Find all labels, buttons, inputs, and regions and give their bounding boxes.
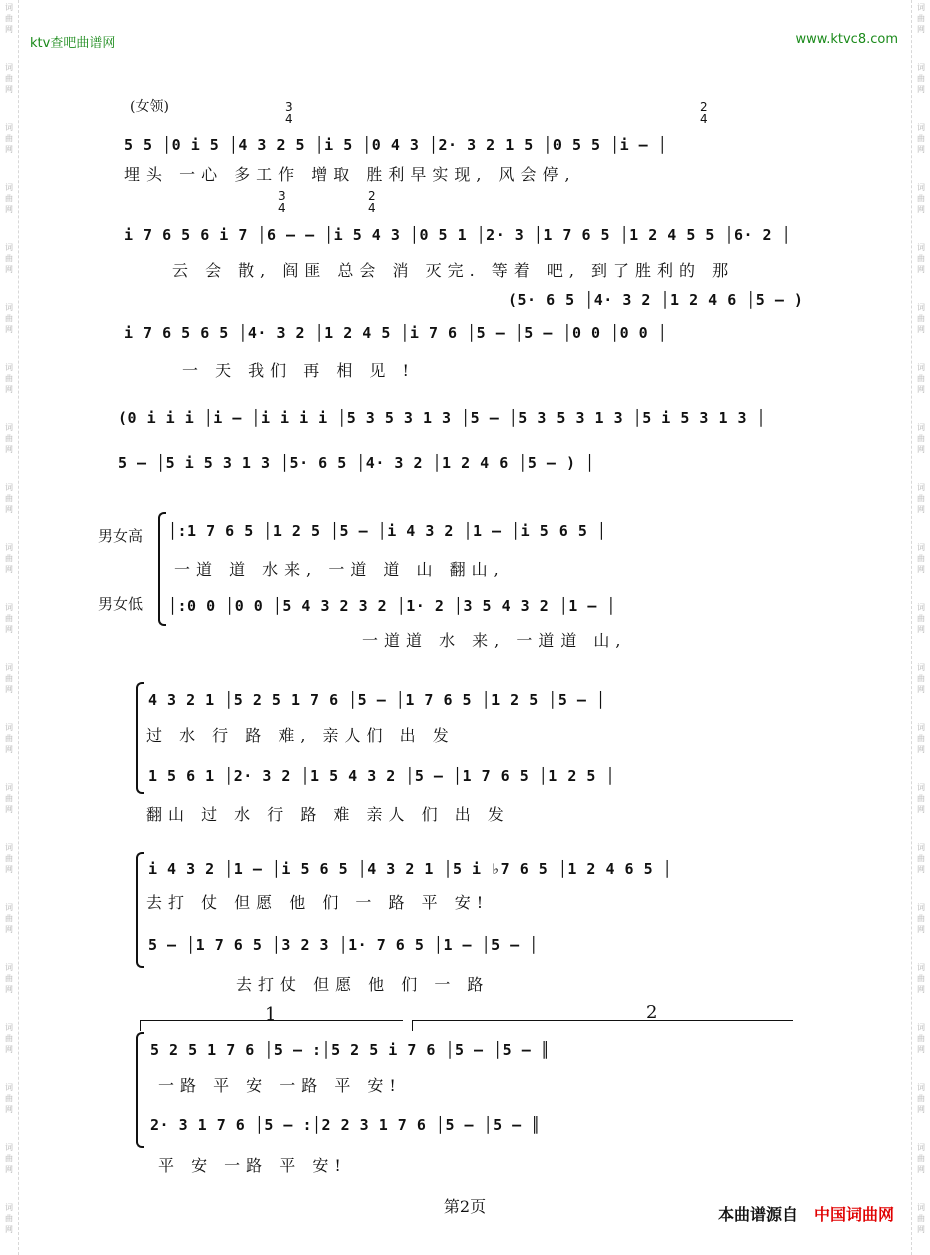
score-row-2: i 7 6 5 6 i 7 │6 – – │i 5 4 3 │0 5 1 │2· 3 │1 7 6 5 │1 2 4 5 5 │6· 2 │ (124, 226, 792, 244)
system-3-low-notes: 5 – │1 7 6 5 │3 2 3 │1· 7 6 5 │1 – │5 – │ (148, 936, 539, 954)
side-watermark-right: 词 曲 网 (917, 1143, 925, 1174)
side-watermark-right: 词 曲 网 (917, 783, 925, 814)
time-signature-2-4-b: 2 4 (368, 189, 376, 215)
lyrics-row-2: 云 会 散, 阎匪 总会 消 灭完. 等着 吧, 到了胜利的 那 (172, 261, 735, 280)
side-watermark-left: 词 曲 网 (5, 363, 13, 394)
side-watermark-right: 词 曲 网 (917, 243, 925, 274)
lyrics-row-1: 埋头 一心 多工作 增取 胜利早实现, 风会停, (124, 165, 576, 184)
time-signature-3-4: 3 4 (285, 100, 293, 126)
side-watermark-right: 词 曲 网 (917, 3, 925, 34)
system-2-high-notes: 4 3 2 1 │5 2 5 1 7 6 │5 – │1 7 6 5 │1 2 5 │5 – │ (148, 691, 606, 709)
side-watermark-left: 词 曲 网 (5, 1083, 13, 1114)
time-signature-2-4: 2 4 (700, 100, 708, 126)
source-prefix: 本曲谱源自 (717, 1205, 798, 1224)
side-watermark-left: 词 曲 网 (5, 423, 13, 454)
system-3-high-notes: i 4 3 2 │1 – │i 5 6 5 │4 3 2 1 │5 i ♭7 6 5 │1 2 4 6 5 │ (148, 860, 673, 878)
score-row-4: (0 i i i │i – │i i i i │5 3 5 3 1 3 │5 – │5 3 5 3 1 3 │5 i 5 3 1 3 │ (118, 409, 767, 427)
system-bracket-4 (136, 1032, 144, 1148)
side-watermark-right: 词 曲 网 (917, 303, 925, 334)
page-number: 第2页 (443, 1197, 487, 1216)
side-watermark-right: 词 曲 网 (917, 483, 925, 514)
side-watermark-right: 词 曲 网 (917, 603, 925, 634)
side-watermark-left: 词 曲 网 (5, 543, 13, 574)
system-3-low-lyrics: 去打仗 但愿 他 们 一 路 (236, 975, 490, 994)
intro-label: (女领) (130, 99, 169, 115)
site-url-header[interactable]: www.ktvc8.com (795, 32, 898, 47)
system-1-low-notes: │:0 0 │0 0 │5 4 3 2 3 2 │1· 2 │3 5 4 3 2 │1 – │ (168, 597, 616, 615)
side-watermark-left: 词 曲 网 (5, 783, 13, 814)
system-4-high-lyrics: 一路 平 安 一路 平 安! (158, 1076, 402, 1095)
side-watermark-right: 词 曲 网 (917, 843, 925, 874)
source-site-link[interactable]: 中国词曲网 (813, 1205, 894, 1224)
side-watermark-left: 词 曲 网 (5, 63, 13, 94)
side-watermark-left: 词 曲 网 (5, 723, 13, 754)
side-watermark-left: 词 曲 网 (5, 183, 13, 214)
side-watermark-right: 词 曲 网 (917, 543, 925, 574)
system-4-low-notes: 2· 3 1 7 6 │5 – :│2 2 3 1 7 6 │5 – │5 – ║ (150, 1116, 541, 1134)
side-watermark-left: 词 曲 网 (5, 603, 13, 634)
volta-number-1: 1 (265, 1004, 277, 1025)
side-watermark-left: 词 曲 网 (5, 3, 13, 34)
voice-label-high: 男女高 (98, 527, 144, 545)
side-watermark-right: 词 曲 网 (917, 123, 925, 154)
system-bracket-2 (136, 682, 144, 794)
side-watermark-right: 词 曲 网 (917, 183, 925, 214)
side-watermark-left: 词 曲 网 (5, 303, 13, 334)
time-signature-3-4-b: 3 4 (278, 189, 286, 215)
volta-number-2: 2 (646, 1002, 658, 1023)
source-credit (718, 1202, 894, 1225)
side-watermark-left: 词 曲 网 (5, 1023, 13, 1054)
side-watermark-right: 词 曲 网 (917, 1023, 925, 1054)
side-watermark-left: 词 曲 网 (5, 1203, 13, 1234)
system-1-high-notes: │:1 7 6 5 │1 2 5 │5 – │i 4 3 2 │1 – │i 5 6 5 │ (168, 522, 607, 540)
system-1-low-lyrics: 一道道 水 来, 一道道 山, (362, 631, 627, 650)
side-watermark-left: 词 曲 网 (5, 483, 13, 514)
system-2-low-lyrics: 翻山 过 水 行 路 难 亲人 们 出 发 (146, 805, 510, 824)
score-row-3: i 7 6 5 6 5 │4· 3 2 │1 2 4 5 │i 7 6 │5 – │5 – │0 0 │0 0 │ (124, 324, 668, 342)
side-watermark-right: 词 曲 网 (917, 363, 925, 394)
site-name-header[interactable]: ktv查吧曲谱网 (30, 36, 116, 51)
system-bracket-3 (136, 852, 144, 968)
score-row-1: 5 5 │0 i 5 │4 3 2 5 │i 5 │0 4 3 │2· 3 2 1 5 │0 5 5 │i – │ (124, 136, 668, 154)
side-watermark-right: 词 曲 网 (917, 423, 925, 454)
side-watermark-right: 词 曲 网 (917, 1083, 925, 1114)
side-watermark-right: 词 曲 网 (917, 663, 925, 694)
lyrics-row-3: 一 天 我们 再 相 见 ! (182, 361, 415, 380)
side-watermark-right: 词 曲 网 (917, 1203, 925, 1234)
side-watermark-right: 词 曲 网 (917, 963, 925, 994)
side-watermark-right: 词 曲 网 (917, 723, 925, 754)
side-watermark-left: 词 曲 网 (5, 123, 13, 154)
side-watermark-left: 词 曲 网 (5, 1143, 13, 1174)
system-2-high-lyrics: 过 水 行 路 难, 亲人们 出 发 (146, 726, 455, 745)
side-watermark-left: 词 曲 网 (5, 663, 13, 694)
system-bracket-1 (158, 512, 166, 626)
interlude-line: (5· 6 5 │4· 3 2 │1 2 4 6 │5 – ) (508, 291, 804, 309)
system-1-high-lyrics: 一道 道 水来, 一道 道 山 翻山, (174, 560, 505, 579)
side-watermark-right: 词 曲 网 (917, 903, 925, 934)
system-4-low-lyrics: 平 安 一路 平 安! (158, 1156, 347, 1175)
side-watermark-left: 词 曲 网 (5, 843, 13, 874)
side-watermark-left: 词 曲 网 (5, 963, 13, 994)
system-2-low-notes: 1 5 6 1 │2· 3 2 │1 5 4 3 2 │5 – │1 7 6 5 │1 2 5 │ (148, 767, 616, 785)
voice-label-low: 男女低 (98, 595, 144, 613)
side-watermark-left: 词 曲 网 (5, 903, 13, 934)
system-3-high-lyrics: 去打 仗 但愿 他 们 一 路 平 安! (146, 893, 490, 912)
side-watermark-left: 词 曲 网 (5, 243, 13, 274)
side-watermark-right: 词 曲 网 (917, 63, 925, 94)
system-4-high-notes: 5 2 5 1 7 6 │5 – :│5 2 5 i 7 6 │5 – │5 – ║ (150, 1041, 551, 1059)
score-row-5: 5 – │5 i 5 3 1 3 │5· 6 5 │4· 3 2 │1 2 4 6 │5 – ) │ (118, 454, 595, 472)
volta-bracket-2 (412, 1020, 793, 1031)
